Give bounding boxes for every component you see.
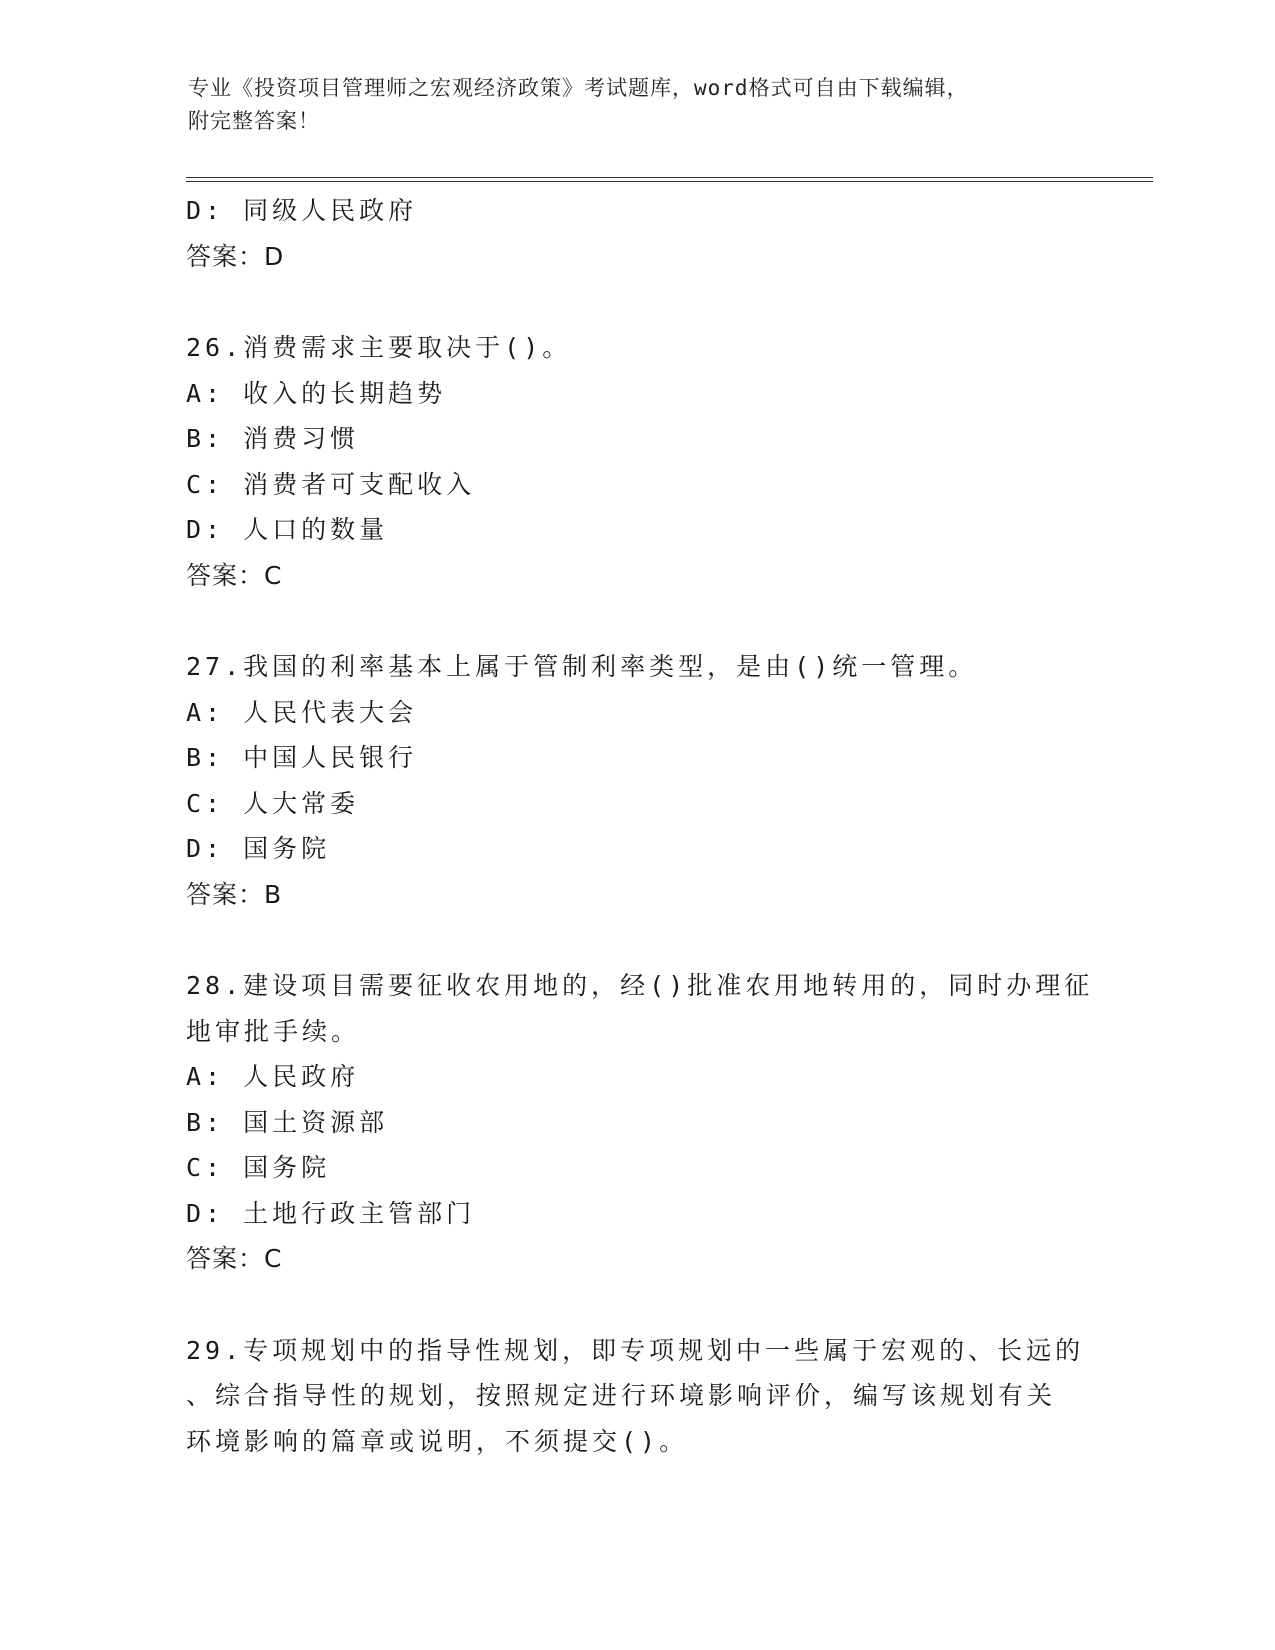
option-d: D: 人口的数量 (186, 515, 389, 544)
question-list (186, 188, 1094, 1464)
answer: 答案：B (186, 879, 283, 909)
option-d: D: 同级人民政府 (186, 196, 418, 225)
option-c: C: 消费者可支配收入 (186, 469, 476, 499)
option-b: B: 消费习惯 (186, 424, 360, 453)
option-d: D: 国务院 (186, 834, 331, 863)
question-stem: 26.消费需求主要取决于()。 (186, 333, 572, 362)
header-line-1: 专业《投资项目管理师之宏观经济政策》考试题库，word格式可自由下载编辑， (188, 76, 969, 100)
answer: 答案：C (186, 560, 283, 590)
option-b: B: 中国人民银行 (186, 743, 418, 772)
answer: 答案：D (186, 241, 285, 271)
question-stem-continued: 地审批手续。 (186, 1016, 361, 1046)
header-line-2: 附完整答案！ (188, 109, 320, 133)
option-b: B: 国土资源部 (186, 1107, 389, 1137)
document-header (188, 72, 1088, 138)
question-stem: 29.专项规划中的指导性规划，即专项规划中一些属于宏观的、长远的 (186, 1335, 1085, 1365)
answer: 答案：C (186, 1244, 283, 1273)
header-divider (186, 177, 1153, 182)
question-stem-continued: 环境影响的篇章或说明，不须提交()。 (186, 1426, 689, 1456)
option-a: A: 人民代表大会 (186, 697, 418, 727)
option-c: C: 国务院 (186, 1153, 331, 1182)
question-stem: 28.建设项目需要征收农用地的，经()批准农用地转用的，同时办理征 (186, 971, 1094, 1000)
question-stem: 27.我国的利率基本上属于管制利率类型，是由()统一管理。 (186, 652, 978, 681)
option-a: A: 收入的长期趋势 (186, 378, 447, 408)
question-stem-continued: 、综合指导性的规划，按照规定进行环境影响评价，编写该规划有关 (186, 1381, 1057, 1410)
option-c: C: 人大常委 (186, 788, 360, 818)
option-a: A: 人民政府 (186, 1062, 360, 1091)
option-d: D: 土地行政主管部门 (186, 1198, 476, 1228)
